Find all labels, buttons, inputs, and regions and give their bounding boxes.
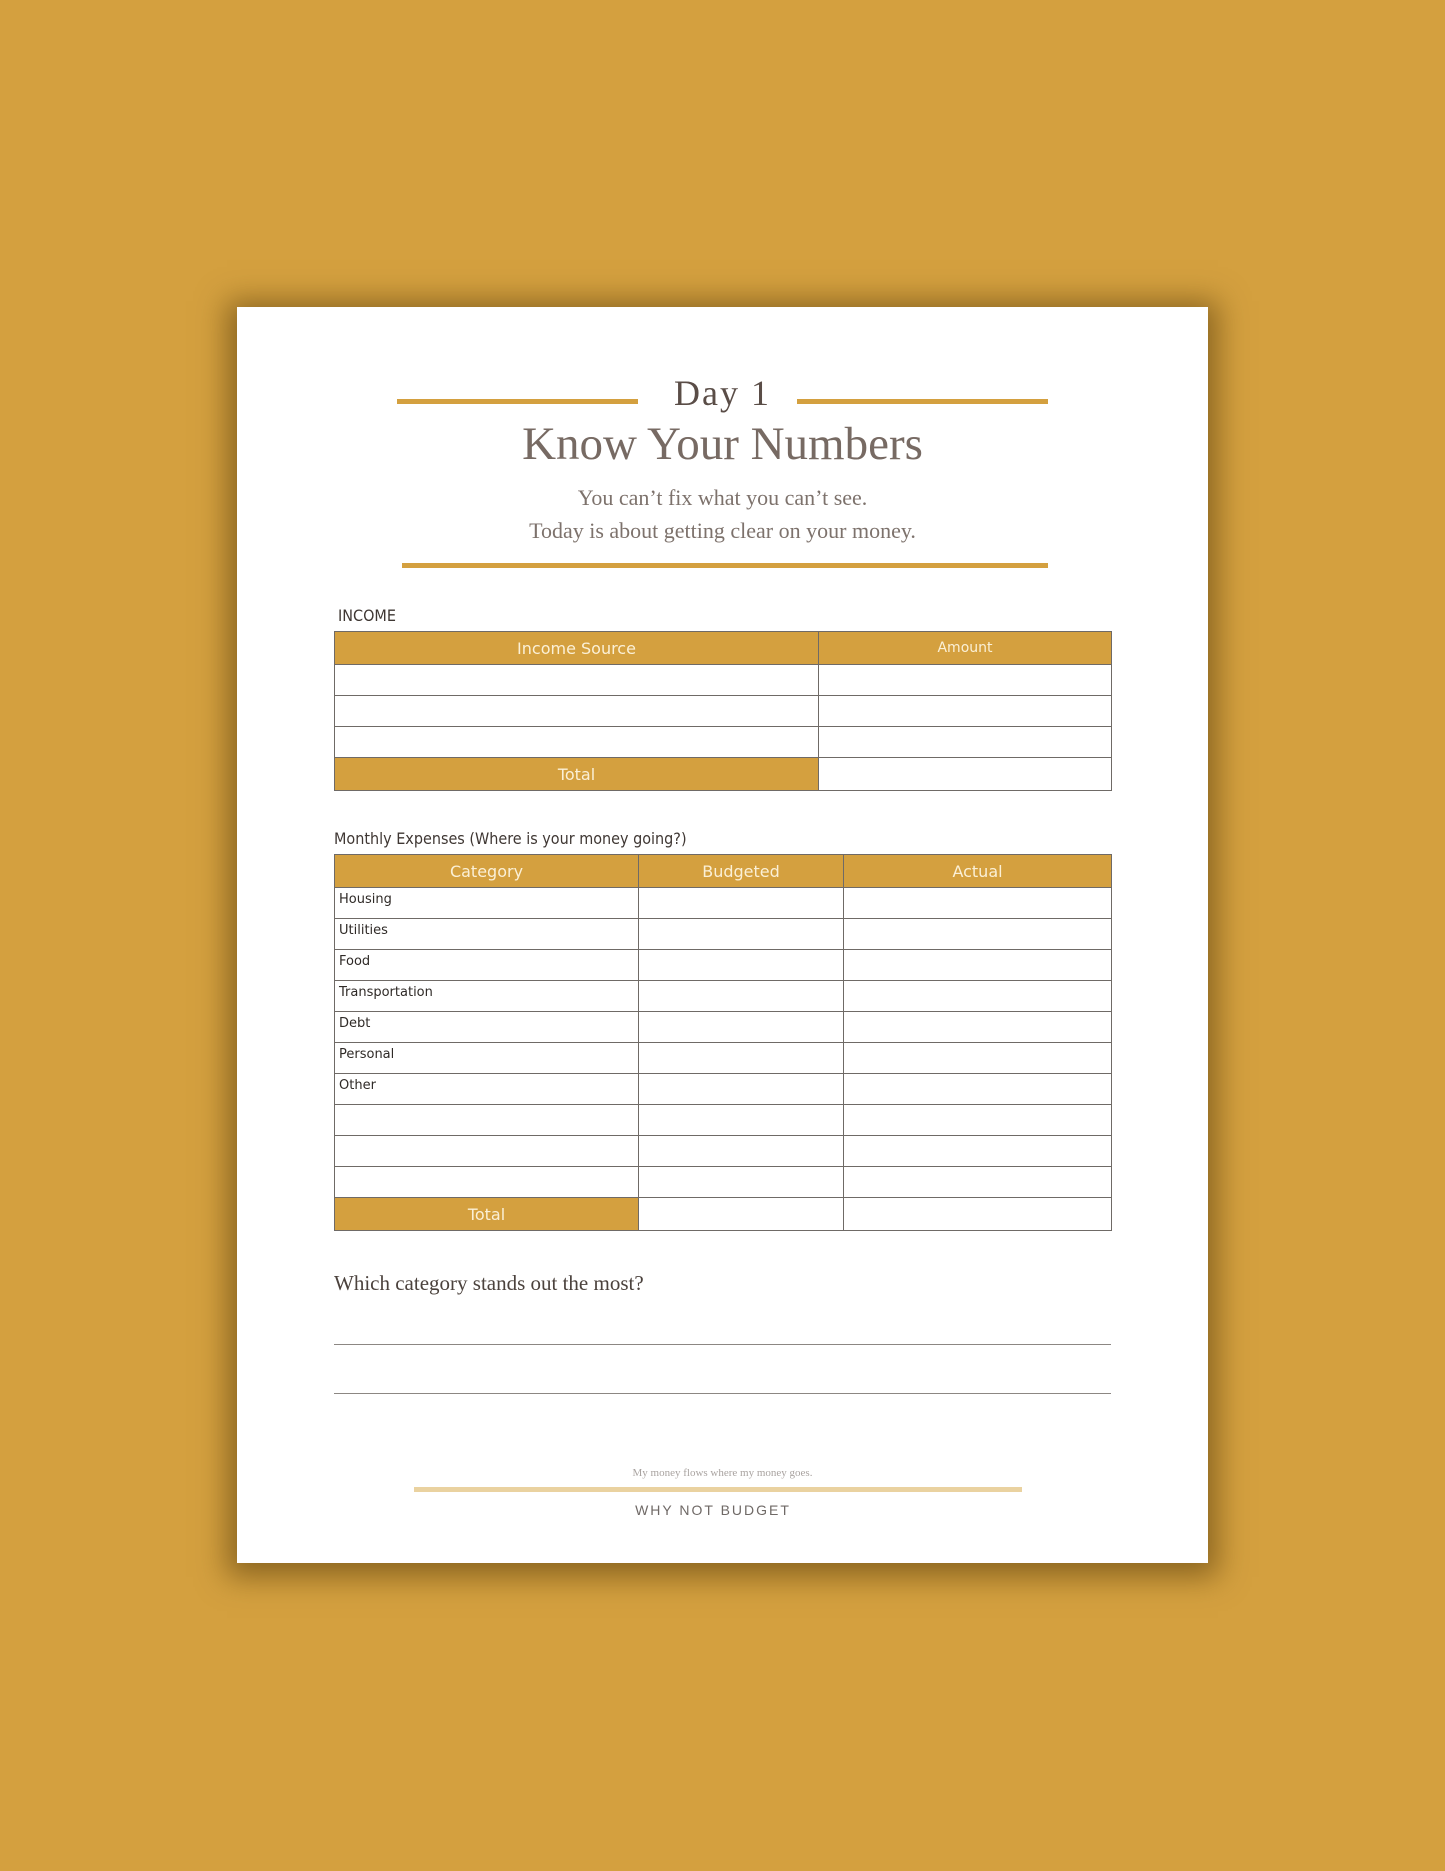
income-source-input[interactable] bbox=[335, 665, 819, 696]
actual-input[interactable] bbox=[844, 950, 1112, 981]
worksheet-page bbox=[237, 307, 1208, 1563]
reflection-question: Which category stands out the most? bbox=[334, 1271, 644, 1295]
table-row bbox=[335, 1136, 1112, 1167]
table-row bbox=[335, 950, 1112, 981]
budgeted-header: Budgeted bbox=[639, 855, 844, 888]
actual-input[interactable] bbox=[844, 981, 1112, 1012]
answer-line-2[interactable] bbox=[334, 1393, 1111, 1394]
income-source-header: Income Source bbox=[335, 632, 819, 665]
budgeted-input[interactable] bbox=[639, 1074, 844, 1105]
category-cell-transportation: Transportation bbox=[335, 981, 639, 1012]
actual-input[interactable] bbox=[844, 1136, 1112, 1167]
table-row bbox=[335, 1074, 1112, 1105]
table-row bbox=[335, 1167, 1112, 1198]
expenses-table bbox=[334, 854, 1112, 1231]
table-row bbox=[335, 727, 1112, 758]
header-rule-bottom bbox=[402, 563, 1048, 568]
brand-name: WHY NOT BUDGET bbox=[635, 1502, 791, 1518]
budgeted-input[interactable] bbox=[639, 950, 844, 981]
expenses-section-label: Monthly Expenses (Where is your money going?) bbox=[334, 829, 687, 848]
budgeted-input[interactable] bbox=[639, 919, 844, 950]
page-title: Know Your Numbers bbox=[522, 418, 923, 470]
table-row bbox=[335, 888, 1112, 919]
actual-input[interactable] bbox=[844, 1074, 1112, 1105]
income-amount-input[interactable] bbox=[819, 665, 1112, 696]
income-total-row bbox=[335, 758, 1112, 791]
category-input[interactable] bbox=[335, 1167, 639, 1198]
actual-header: Actual bbox=[844, 855, 1112, 888]
budgeted-input[interactable] bbox=[639, 1105, 844, 1136]
budgeted-input[interactable] bbox=[639, 1136, 844, 1167]
total-actual-input[interactable] bbox=[844, 1198, 1112, 1231]
budgeted-input[interactable] bbox=[639, 1043, 844, 1074]
income-total-label: Total bbox=[335, 758, 819, 791]
expenses-header-row bbox=[335, 855, 1112, 888]
category-cell-utilities: Utilities bbox=[335, 919, 639, 950]
income-table bbox=[334, 631, 1112, 791]
actual-input[interactable] bbox=[844, 1167, 1112, 1198]
category-cell-other: Other bbox=[335, 1074, 639, 1105]
income-total-input[interactable] bbox=[819, 758, 1112, 791]
income-amount-input[interactable] bbox=[819, 696, 1112, 727]
expenses-total-row bbox=[335, 1198, 1112, 1231]
category-header: Category bbox=[335, 855, 639, 888]
table-row bbox=[335, 1043, 1112, 1074]
table-row bbox=[335, 1105, 1112, 1136]
income-amount-input[interactable] bbox=[819, 727, 1112, 758]
actual-input[interactable] bbox=[844, 1105, 1112, 1136]
category-input[interactable] bbox=[335, 1136, 639, 1167]
table-row bbox=[335, 981, 1112, 1012]
expenses-total-label: Total bbox=[335, 1198, 639, 1231]
category-cell-food: Food bbox=[335, 950, 639, 981]
category-cell-personal: Personal bbox=[335, 1043, 639, 1074]
category-cell-debt: Debt bbox=[335, 1012, 639, 1043]
actual-input[interactable] bbox=[844, 888, 1112, 919]
income-source-input[interactable] bbox=[335, 696, 819, 727]
category-input[interactable] bbox=[335, 1105, 639, 1136]
actual-input[interactable] bbox=[844, 1012, 1112, 1043]
budgeted-input[interactable] bbox=[639, 1167, 844, 1198]
category-cell-housing: Housing bbox=[335, 888, 639, 919]
budgeted-input[interactable] bbox=[639, 981, 844, 1012]
budgeted-input[interactable] bbox=[639, 1012, 844, 1043]
subtitle-line-1: You can’t fix what you can’t see. bbox=[577, 485, 868, 510]
answer-line-1[interactable] bbox=[334, 1344, 1111, 1345]
actual-input[interactable] bbox=[844, 919, 1112, 950]
table-row bbox=[335, 919, 1112, 950]
total-budgeted-input[interactable] bbox=[639, 1198, 844, 1231]
actual-input[interactable] bbox=[844, 1043, 1112, 1074]
footer-rule bbox=[414, 1487, 1022, 1492]
amount-header: Amount bbox=[819, 632, 1112, 665]
subtitle-line-2: Today is about getting clear on your money. bbox=[529, 518, 916, 543]
table-row bbox=[335, 665, 1112, 696]
footer-quote: My money flows where my money goes. bbox=[632, 1467, 813, 1479]
income-source-input[interactable] bbox=[335, 727, 819, 758]
income-header-row bbox=[335, 632, 1112, 665]
table-row bbox=[335, 1012, 1112, 1043]
income-section-label: INCOME bbox=[338, 606, 396, 625]
budgeted-input[interactable] bbox=[639, 888, 844, 919]
table-row bbox=[335, 696, 1112, 727]
day-label: Day 1 bbox=[674, 373, 771, 413]
